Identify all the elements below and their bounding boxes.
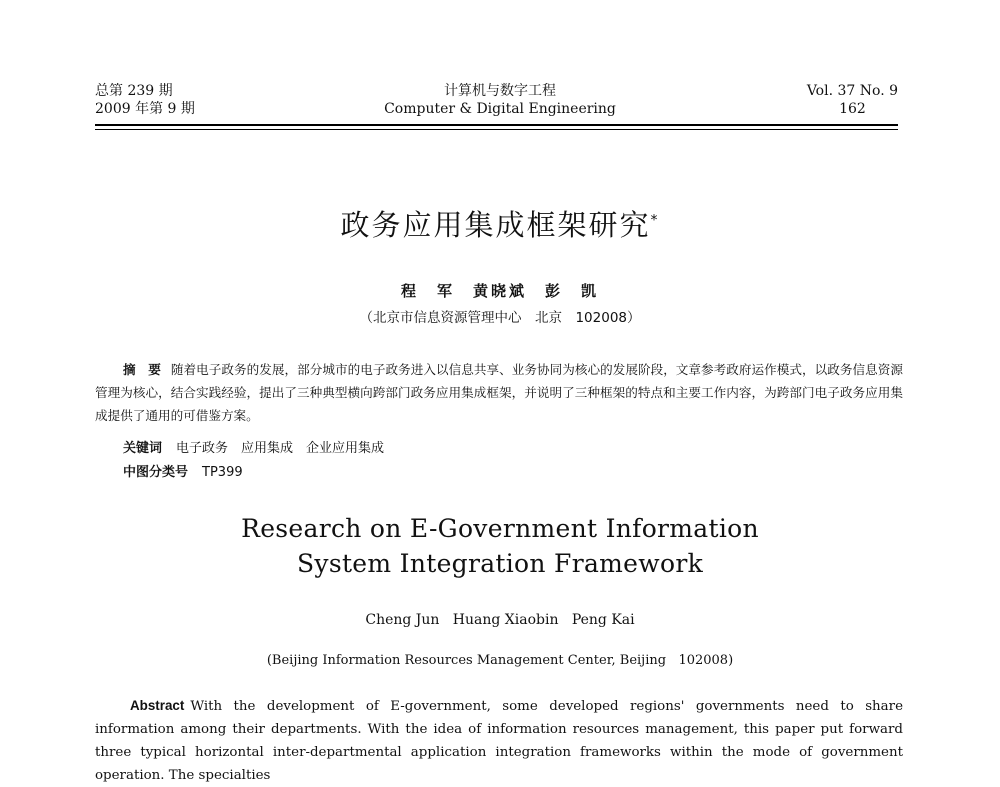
abstract-en-label: Abstract — [130, 698, 185, 713]
keywords-cn-label: 关键词 — [123, 441, 163, 456]
keywords-cn-text: 电子政务 应用集成 企业应用集成 — [176, 441, 385, 456]
paper-title-cn: 政务应用集成框架研究* — [340, 208, 660, 242]
volume-info — [807, 82, 898, 118]
page-number: 162 — [839, 101, 866, 117]
affiliation-cn: （北京市信息资源管理中心 北京 102008） — [359, 310, 641, 326]
title-footnote-mark: * — [650, 212, 660, 229]
journal-name-cn: 计算机与数字工程 — [444, 83, 556, 99]
classification-cn — [123, 461, 243, 480]
header-rule-thin — [95, 129, 898, 130]
paper-title-en — [0, 511, 1000, 581]
abstract-cn — [95, 358, 903, 427]
paper-title-en-line1: Research on E-Government Information — [241, 514, 759, 543]
authors-en: Cheng Jun Huang Xiaobin Peng Kai — [365, 612, 635, 628]
issue-total: 总第 239 期 — [95, 83, 173, 99]
header-rule-thick — [95, 124, 898, 126]
authors-cn: 程 军 黄晓斌 彭 凯 — [400, 282, 599, 300]
journal-name-en: Computer & Digital Engineering — [384, 101, 616, 117]
classification-cn-label: 中图分类号 — [123, 465, 189, 480]
abstract-en-text: With the development of E-government, some developed regions' governments need to share information among their departments. With the idea of information resources management, this paper put forward three typical horizontal inter-departmental application integration frameworks within the mode of government operation. The specialties — [95, 699, 903, 783]
abstract-cn-label: 摘 要 — [123, 362, 161, 377]
abstract-cn-text: 随着电子政务的发展，部分城市的电子政务进入以信息共享、业务协同为核心的发展阶段，文章参考政府运作模式，以政务信息资源管理为核心，结合实践经验，提出了三种典型横向跨部门政务应用集成框架，并说明了三种框架的特点和主要工作内容，为跨部门电子政务应用集成提供了通用的可借鉴方案。 — [95, 362, 904, 423]
issue-year: 2009 年第 9 期 — [95, 101, 195, 117]
affiliation-en: (Beijing Information Resources Management Center, Beijing 102008) — [266, 653, 734, 668]
keywords-cn — [123, 437, 384, 456]
abstract-en — [95, 694, 903, 787]
paper-title-en-line2: System Integration Framework — [296, 549, 704, 578]
volume-number: Vol. 37 No. 9 — [806, 83, 898, 99]
classification-cn-text: TP399 — [202, 465, 243, 480]
